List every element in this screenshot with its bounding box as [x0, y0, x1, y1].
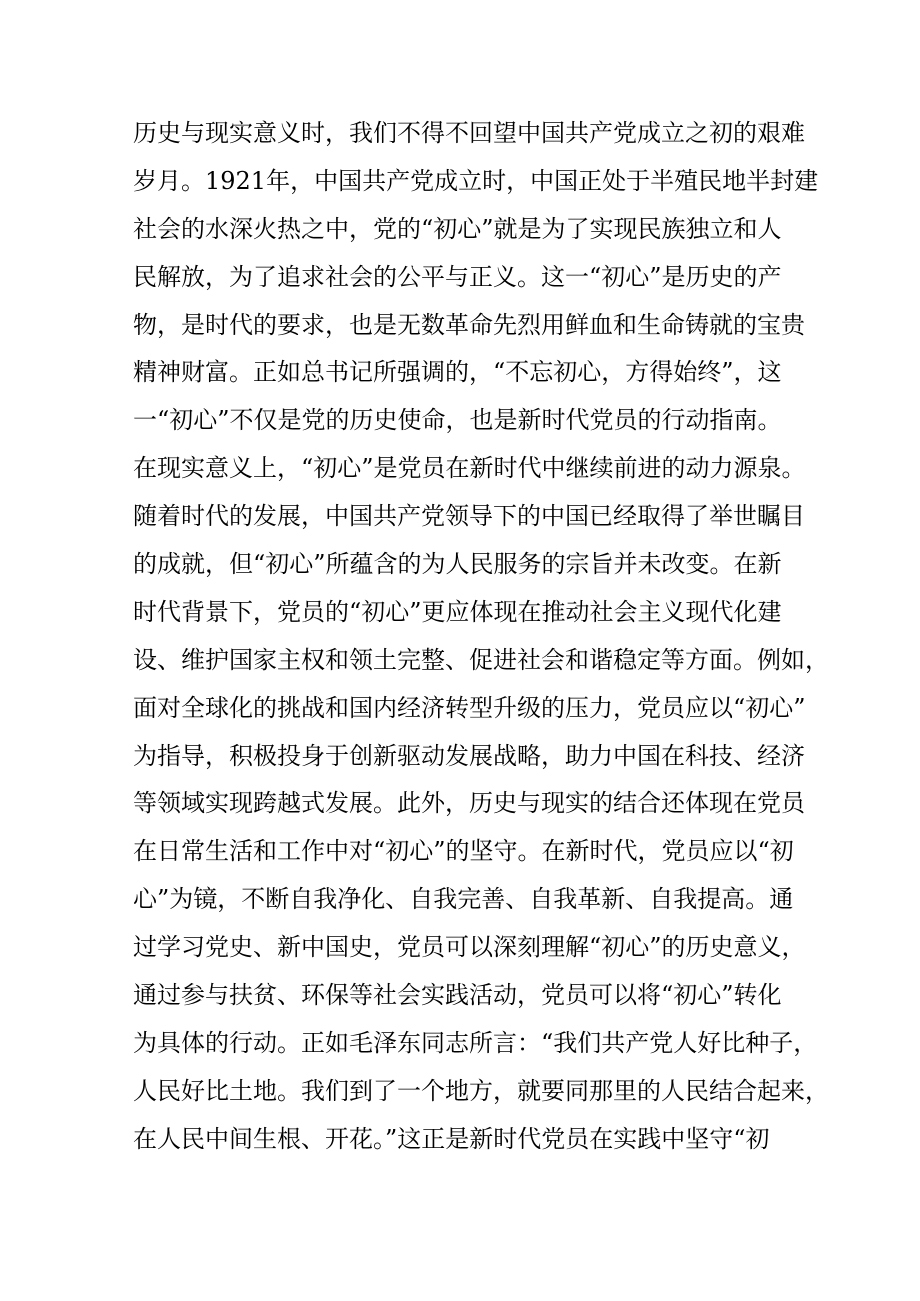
text-line: 的成就，但“初心”所蕴含的为人民服务的宗旨并未改变。在新	[133, 550, 782, 579]
text-line: 在现实意义上，“初心”是党员在新时代中继续前进的动力源泉。	[133, 454, 806, 483]
text-line: 设、维护国家主权和领土完整、促进社会和谐稳定等方面。例如，	[133, 645, 829, 674]
text-line: 过学习党史、新中国史，党员可以深刻理解“初心”的历史意义，	[133, 933, 806, 962]
text-line: 面对全球化的挑战和国内经济转型升级的压力，党员应以“初心”	[133, 693, 806, 722]
text-line: 等领域实现跨越式发展。此外，历史与现实的结合还体现在党员	[133, 789, 805, 818]
text-line: 心”为镜，不断自我净化、自我完善、自我革新、自我提高。通	[133, 885, 794, 914]
text-line: 岁月。1921年，中国共产党成立时，中国正处于半殖民地半封建	[133, 166, 819, 195]
text-line: 在人民中间生根、开花。”这正是新时代党员在实践中坚守“初	[133, 1124, 770, 1153]
text-line: 精神财富。正如总书记所强调的，“不忘初心，方得始终”，这	[133, 358, 782, 387]
text-line: 一“初心”不仅是党的历史使命，也是新时代党员的行动指南。	[133, 406, 782, 435]
text-line: 物，是时代的要求，也是无数革命先烈用鲜血和生命铸就的宝贵	[133, 310, 805, 339]
body-text	[133, 110, 829, 1164]
text-line: 为指导，积极投身于创新驱动发展战略，助力中国在科技、经济	[133, 741, 805, 770]
text-line: 时代背景下，党员的“初心”更应体现在推动社会主义现代化建	[133, 597, 782, 626]
text-line: 为具体的行动。正如毛泽东同志所言：“我们共产党人好比种子，	[133, 1028, 818, 1057]
text-line: 人民好比土地。我们到了一个地方，就要同那里的人民结合起来，	[133, 1076, 829, 1105]
text-line: 随着时代的发展，中国共产党领导下的中国已经取得了举世瞩目	[133, 502, 805, 531]
text-line: 在日常生活和工作中对“初心”的坚守。在新时代，党员应以“初	[133, 837, 794, 866]
text-line: 通过参与扶贫、环保等社会实践活动，党员可以将“初心”转化	[133, 981, 782, 1010]
text-line: 民解放，为了追求社会的公平与正义。这一“初心”是历史的产	[133, 262, 782, 291]
text-line: 历史与现实意义时，我们不得不回望中国共产党成立之初的艰难	[133, 119, 805, 147]
text-line: 社会的水深火热之中，党的“初心”就是为了实现民族独立和人	[133, 214, 782, 243]
